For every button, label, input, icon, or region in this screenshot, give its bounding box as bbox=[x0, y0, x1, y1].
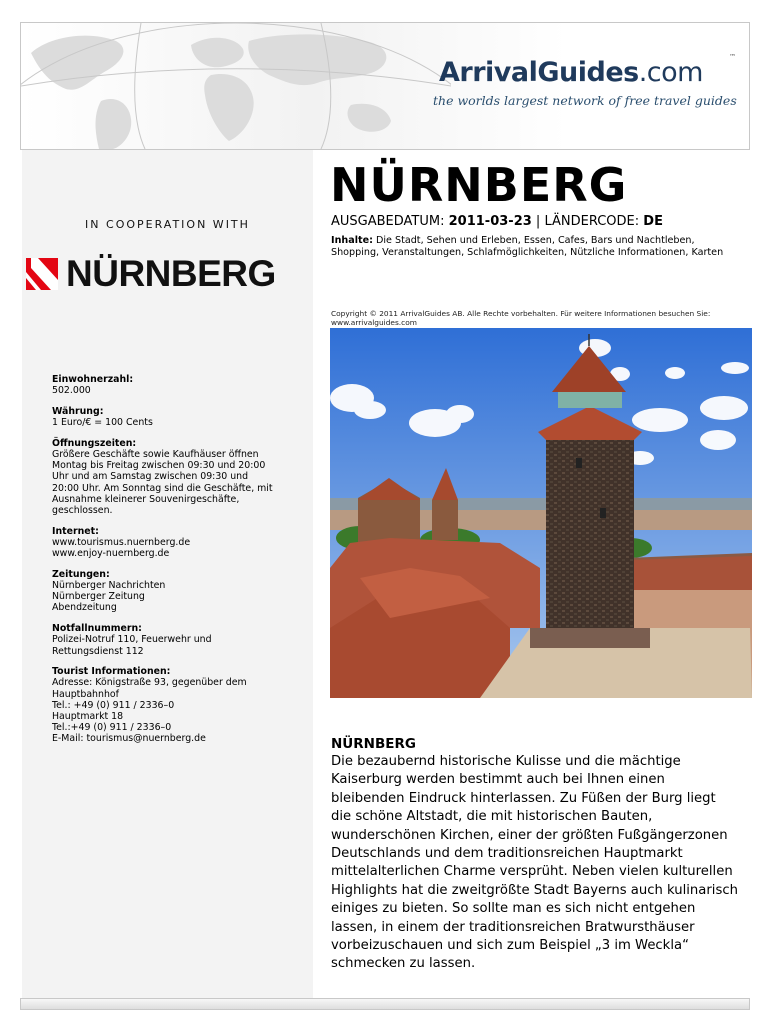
article-line: einiges zu bieten. So sollte man es sich nicht entgehen bbox=[331, 901, 696, 917]
fact-value-line: Hauptmarkt 18 bbox=[52, 711, 124, 723]
sidebar bbox=[22, 150, 313, 998]
header-banner bbox=[20, 22, 750, 150]
nuernberg-logo bbox=[26, 254, 311, 294]
fact-block bbox=[52, 374, 302, 396]
world-map-graphic bbox=[21, 23, 451, 149]
trademark-symbol: ™ bbox=[729, 53, 736, 61]
fact-value-line: 1 Euro/€ = 100 Cents bbox=[52, 417, 153, 429]
article-line: lassen, in einem der traditionsreichen Bratwursthäuser bbox=[331, 919, 695, 935]
article-line: mittelalterlichen Charme versprüht. Neben vielen kulturellen bbox=[331, 864, 733, 880]
arrivalguides-logo bbox=[439, 53, 736, 88]
brand-main-text: ArrivalGuides bbox=[439, 57, 639, 88]
fact-label: Einwohnerzahl: bbox=[52, 374, 134, 385]
fact-label: Tourist Informationen: bbox=[52, 666, 171, 678]
fact-label: Notfallnummern: bbox=[52, 623, 142, 635]
brand-tagline: the worlds largest network of free travel guides bbox=[433, 93, 737, 108]
fact-block bbox=[52, 623, 302, 657]
fact-value-line: 502.000 bbox=[52, 385, 91, 397]
page-title: NÜRNBERG bbox=[330, 158, 628, 212]
date-label: AUSGABEDATUM: bbox=[331, 214, 445, 229]
fact-value-line: Ausnahme kleinerer Souvenirgeschäfte, bbox=[52, 493, 240, 505]
country-value: DE bbox=[643, 214, 663, 229]
contents-label: Inhalte: bbox=[331, 235, 373, 246]
date-value: 2011-03-23 bbox=[448, 214, 532, 229]
fact-value-line: Hauptbahnhof bbox=[52, 688, 119, 700]
article-line: schmecken zu lassen. bbox=[331, 956, 476, 972]
fact-value-line: geschlossen. bbox=[52, 505, 113, 517]
article-line: vorbeizuschauen und sich zum Beispiel „3 im Weckla“ bbox=[331, 938, 689, 954]
fact-value-line: E-Mail: tourismus@nuernberg.de bbox=[52, 733, 206, 745]
article-line: bleibenden Eindruck hinterlassen. Zu Füßen der Burg liegt bbox=[331, 790, 716, 806]
nuernberg-logo-mark-icon bbox=[26, 258, 58, 290]
footer-bar bbox=[20, 998, 750, 1010]
fact-block bbox=[52, 569, 302, 614]
meta-separator: | bbox=[535, 214, 541, 229]
copyright-notice: Copyright © 2011 ArrivalGuides AB. Alle Rechte vorbehalten. Für weitere Informationen besuchen Sie: www.arrivalguides.com bbox=[331, 309, 711, 327]
fact-block bbox=[52, 438, 302, 516]
fact-value-line: Tel.:+49 (0) 911 / 2336–0 bbox=[52, 722, 172, 734]
brand-com-text: .com bbox=[638, 57, 703, 88]
facts-list bbox=[52, 374, 302, 754]
fact-label: Zeitungen: bbox=[52, 568, 110, 580]
fact-value-line: Nürnberger Zeitung bbox=[52, 591, 145, 603]
sinwell-tower-photo bbox=[330, 328, 752, 698]
fact-block bbox=[52, 666, 302, 744]
fact-value-line: Abendzeitung bbox=[52, 602, 117, 614]
cooperation-label: IN COOPERATION WITH bbox=[85, 218, 250, 231]
fact-label: Öffnungszeiten: bbox=[52, 437, 137, 449]
article-line: wunderschönen Kirchen, einer der größten Fußgängerzonen bbox=[331, 827, 728, 843]
fact-value-line: Größere Geschäfte sowie Kaufhäuser öffnen bbox=[52, 449, 259, 461]
contents-list bbox=[331, 235, 741, 258]
contents-text: Die Stadt, Sehen und Erleben, Essen, Cafes, Bars und Nachtleben, Shopping, Veranstaltungen, Schlafmöglichkeiten, Nützliche Informationen, Karten bbox=[331, 235, 724, 258]
fact-block bbox=[52, 526, 302, 560]
nuernberg-logo-text: NÜRNBERG bbox=[66, 253, 276, 294]
fact-value-line: Rettungsdienst 112 bbox=[52, 645, 144, 657]
article-line: Deutschlands und dem traditionsreichen Hauptmarkt bbox=[331, 846, 683, 862]
fact-block bbox=[52, 406, 302, 428]
article-line: Die bezaubernd historische Kulisse und die mächtige bbox=[331, 754, 681, 769]
fact-value-line: Uhr und am Samstag zwischen 09:30 und bbox=[52, 471, 249, 483]
fact-value-line: Nürnberger Nachrichten bbox=[52, 580, 166, 592]
article-line: Highlights hat die zweitgrößte Stadt Bayerns auch kulinarisch bbox=[331, 882, 738, 898]
fact-label: Währung: bbox=[52, 405, 104, 417]
fact-label: Internet: bbox=[52, 525, 99, 537]
fact-value-line: Tel.: +49 (0) 911 / 2336–0 bbox=[52, 699, 175, 711]
edition-meta bbox=[331, 214, 663, 229]
article-line: die schöne Altstadt, die mit historischen Bauten, bbox=[331, 809, 653, 825]
article-body bbox=[331, 753, 751, 974]
fact-value-line: www.tourismus.nuernberg.de bbox=[52, 536, 191, 548]
country-label: LÄNDERCODE: bbox=[544, 214, 640, 229]
article-title: NÜRNBERG bbox=[331, 736, 416, 752]
fact-value-line: 20:00 Uhr. Am Sonntag sind die Geschäfte, mit bbox=[52, 482, 273, 494]
fact-value-line: www.enjoy-nuernberg.de bbox=[52, 548, 170, 560]
article-line: Kaiserburg werden bestimmt auch bei Ihnen einen bbox=[331, 772, 665, 788]
fact-value-line: Montag bis Freitag zwischen 09:30 und 20:00 bbox=[52, 460, 266, 472]
fact-value-line: Adresse: Königstraße 93, gegenüber dem bbox=[52, 677, 247, 689]
fact-value-line: Polizei-Notruf 110, Feuerwehr und bbox=[52, 634, 212, 646]
